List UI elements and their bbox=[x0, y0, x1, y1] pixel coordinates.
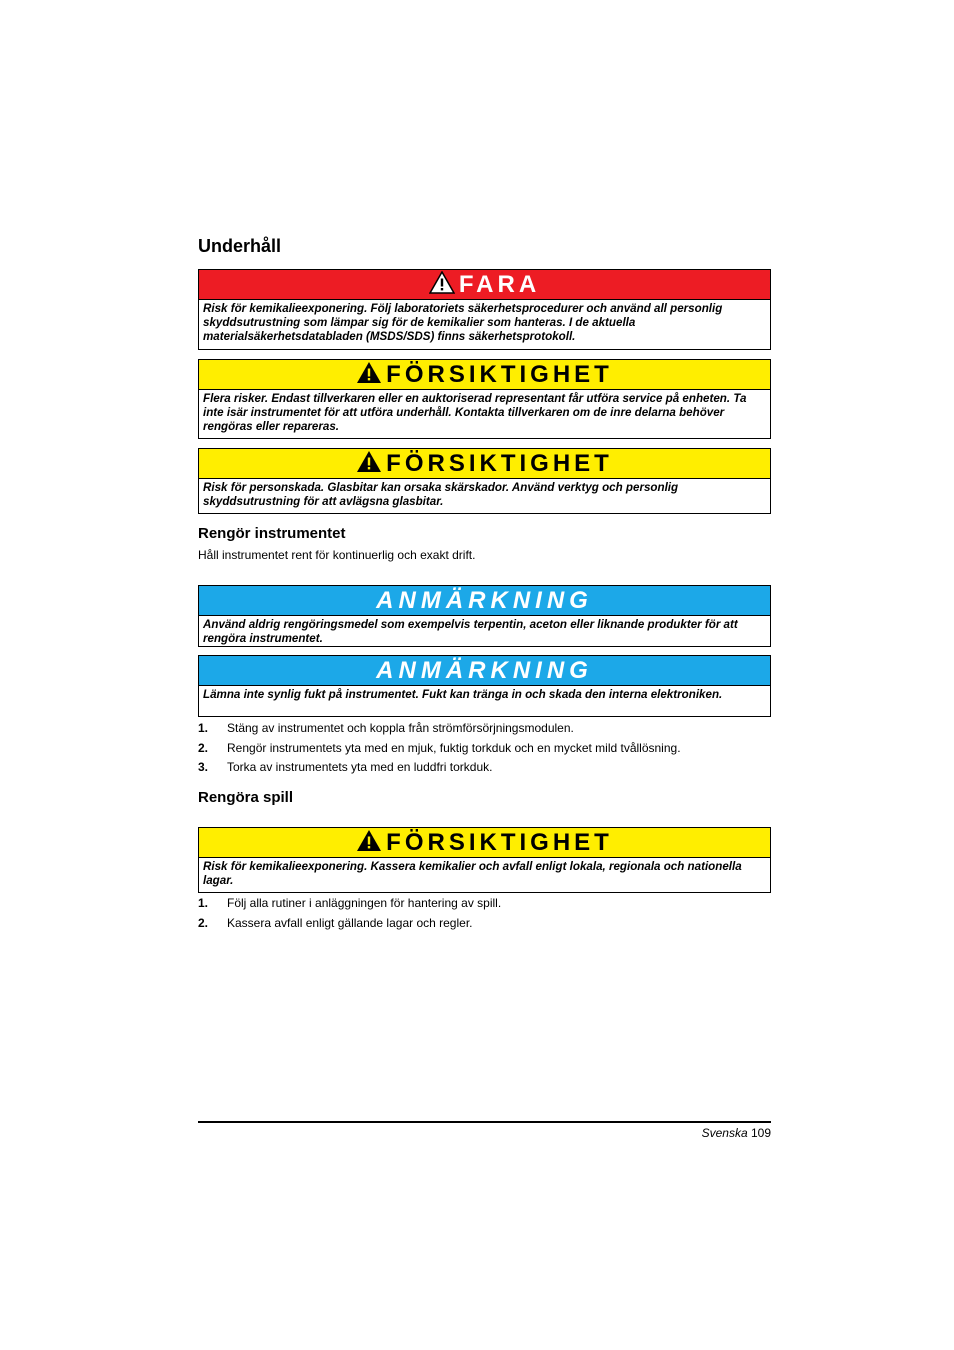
list-item bbox=[198, 916, 501, 936]
notice-signal-word: ANMÄRKNING bbox=[376, 656, 593, 684]
list-item bbox=[198, 721, 681, 741]
caution-text: Risk för kemikalieexponering. Kassera kemikalier och avfall enligt lokala, regionala och nationella lagar. bbox=[203, 860, 742, 887]
page-number: 109 bbox=[750, 1126, 771, 1140]
danger-signal-word: FARA bbox=[458, 270, 541, 298]
notice-text: Använd aldrig rengöringsmedel som exempelvis terpentin, aceton eller liknande produkter för att rengöra instrumentet. bbox=[203, 618, 738, 645]
notice-box bbox=[198, 585, 771, 647]
list-item bbox=[198, 760, 681, 780]
notice-text: Lämna inte synlig fukt på instrumentet. Fukt kan tränga in och skada den interna elektroniken. bbox=[203, 688, 723, 701]
footer-divider bbox=[198, 1121, 771, 1123]
danger-text: Risk för kemikalieexponering. Följ laboratoriets säkerhetsprocedurer och använd all personlig skyddsutrustning som lämpar sig för de kemikalier som hanteras. I de aktuella materialsäkerhetsdatabladen (MSDS/SDS) finns säkerhetsprotokoll. bbox=[203, 302, 723, 343]
spill-steps-list bbox=[198, 896, 501, 935]
caution-header bbox=[199, 828, 770, 858]
caution-text: Flera risker. Endast tillverkaren eller en auktoriserad representant får utföra service på enheten. Ta inte isär instrumentet för att utföra underhåll. Kontakta tillverkaren om de inre delarna behöver rengöras eller repareras. bbox=[203, 392, 747, 433]
page-footer bbox=[702, 1126, 771, 1140]
section-title: Underhåll bbox=[198, 236, 282, 256]
caution-box bbox=[198, 448, 771, 514]
caution-signal-word: FÖRSIKTIGHET bbox=[386, 828, 613, 856]
step-text: Kassera avfall enligt gällande lagar och regler. bbox=[227, 915, 473, 930]
caution-box bbox=[198, 359, 771, 439]
notice-header bbox=[199, 656, 770, 686]
notice-box bbox=[198, 655, 771, 717]
step-number: 2. bbox=[198, 740, 209, 755]
caution-box bbox=[198, 827, 771, 893]
list-item bbox=[198, 741, 681, 761]
notice-header bbox=[199, 586, 770, 616]
warning-triangle-icon bbox=[356, 450, 382, 478]
notice-signal-word: ANMÄRKNING bbox=[376, 586, 593, 614]
danger-box bbox=[198, 269, 771, 350]
step-text: Rengör instrumentets yta med en mjuk, fuktig torkduk och en mycket mild tvållösning. bbox=[227, 740, 681, 755]
step-text: Stäng av instrumentet och koppla från strömförsörjningsmodulen. bbox=[227, 721, 574, 735]
step-number: 3. bbox=[198, 760, 209, 774]
step-number: 1. bbox=[198, 896, 209, 910]
caution-signal-word: FÖRSIKTIGHET bbox=[386, 360, 613, 388]
step-number: 2. bbox=[198, 915, 209, 930]
danger-header bbox=[199, 270, 770, 300]
step-number: 1. bbox=[198, 721, 209, 735]
caution-header bbox=[199, 360, 770, 390]
clean-steps-list bbox=[198, 721, 681, 780]
subsection-title: Rengöra spill bbox=[198, 789, 294, 806]
list-item bbox=[198, 896, 501, 916]
intro-paragraph: Håll instrumentet rent för kontinuerlig och exakt drift. bbox=[198, 548, 476, 562]
step-text: Torka av instrumentets yta med en luddfri torkduk. bbox=[227, 760, 493, 774]
step-text: Följ alla rutiner i anläggningen för hantering av spill. bbox=[227, 896, 502, 910]
warning-triangle-icon bbox=[356, 361, 382, 389]
warning-triangle-icon bbox=[356, 829, 382, 857]
caution-signal-word: FÖRSIKTIGHET bbox=[386, 449, 613, 477]
warning-triangle-icon bbox=[429, 271, 455, 299]
footer-language: Svenska bbox=[701, 1126, 748, 1140]
caution-header bbox=[199, 449, 770, 479]
subsection-title: Rengör instrumentet bbox=[198, 525, 346, 542]
caution-text: Risk för personskada. Glasbitar kan orsaka skärskador. Använd verktyg och personlig skyddsutrustning för att avlägsna glasbitar. bbox=[203, 481, 679, 508]
